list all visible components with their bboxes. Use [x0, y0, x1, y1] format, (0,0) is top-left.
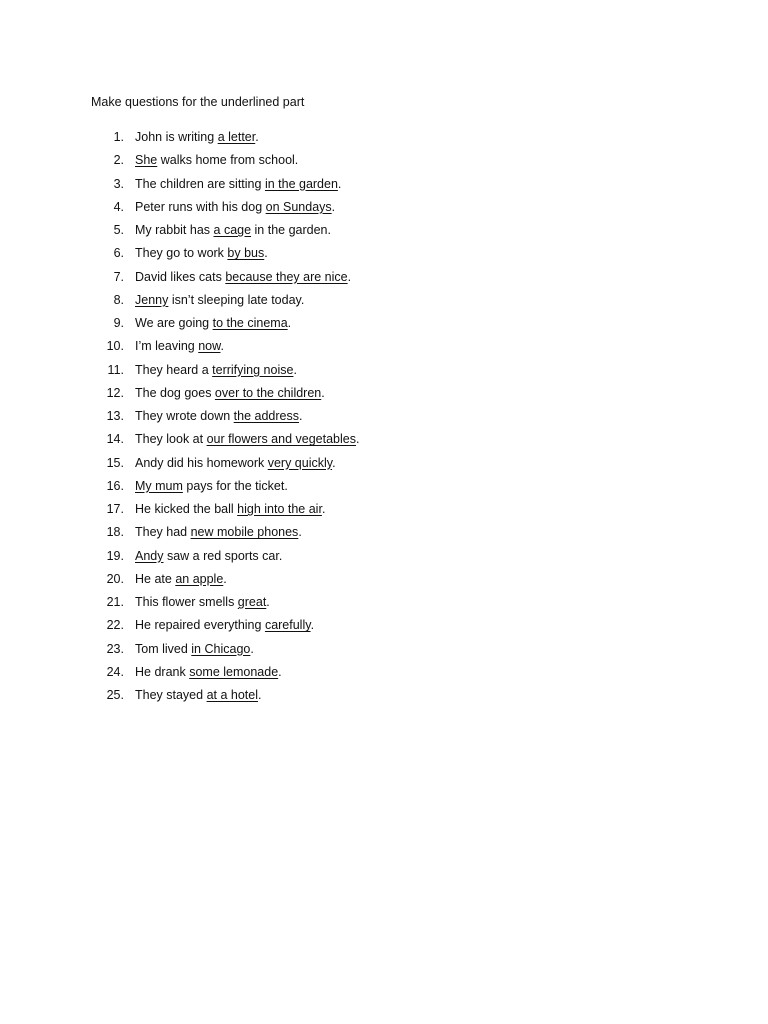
- underlined-part: now: [198, 339, 221, 354]
- sentence: [135, 129, 259, 145]
- sentence-text: Tom lived: [135, 641, 192, 656]
- underlined-part: by bus: [227, 246, 265, 261]
- sentence: [135, 362, 297, 378]
- item-number: 5.: [113, 223, 124, 237]
- sentence-text: .: [250, 641, 254, 656]
- sentence-text: in the garden.: [251, 223, 331, 237]
- sentence-text: The children are sitting: [135, 176, 265, 191]
- sentence: [135, 571, 227, 587]
- underlined-part: My mum: [135, 478, 183, 493]
- sentence-text: They heard a: [135, 362, 213, 377]
- item-number: 23.: [106, 641, 124, 656]
- item-number: 10.: [106, 339, 124, 354]
- sentence: [135, 152, 298, 168]
- underlined-part: She: [135, 153, 158, 168]
- item-number: 11.: [107, 362, 124, 377]
- sentence-text: saw a red sports car.: [163, 548, 283, 563]
- sentence: [135, 548, 282, 564]
- sentence-text: .: [332, 455, 336, 470]
- item-number: 6.: [113, 246, 124, 261]
- underlined-part: an apple: [175, 571, 224, 586]
- underlined-part: in the garden: [264, 176, 338, 191]
- underlined-part: our flowers and vegetables: [206, 432, 356, 447]
- sentence-text: .: [321, 385, 325, 400]
- sentence-text: .: [337, 176, 342, 191]
- item-number: 20.: [106, 571, 124, 586]
- sentence: [135, 455, 336, 471]
- sentence-text: They had: [135, 525, 191, 540]
- sentence: [135, 199, 335, 215]
- underlined-part: high into the air: [237, 502, 322, 516]
- underlined-part: to the cinema: [212, 316, 288, 330]
- underlined-part: Jenny: [135, 292, 169, 307]
- item-number: 16.: [106, 478, 124, 493]
- sentence-text: pays for the ticket.: [182, 478, 288, 493]
- sentence: [135, 245, 268, 261]
- item-number: 13.: [106, 409, 124, 423]
- underlined-part: new mobile phones: [190, 525, 299, 540]
- sentence: [135, 478, 288, 494]
- underlined-part: at a hotel: [206, 688, 259, 702]
- sentence: [135, 524, 302, 540]
- sentence: [135, 385, 325, 401]
- item-number: 19.: [106, 548, 124, 563]
- underlined-part: carefully: [264, 618, 311, 633]
- item-number: 18.: [106, 525, 124, 540]
- item-number: 1.: [113, 130, 124, 144]
- sentence-text: They wrote down: [135, 409, 234, 423]
- underlined-part: a letter: [217, 130, 256, 144]
- sentence-text: They go to work: [135, 246, 228, 261]
- sentence: [135, 315, 291, 331]
- sentence-text: .: [220, 339, 224, 354]
- item-number: 8.: [113, 292, 124, 307]
- underlined-part: in Chicago: [191, 641, 251, 656]
- sentence-text: .: [321, 502, 326, 516]
- sentence: [135, 408, 302, 424]
- underlined-part: some lemonade: [189, 664, 279, 679]
- item-number: 22.: [106, 618, 124, 633]
- sentence-text: Andy did his homework: [135, 455, 268, 470]
- underlined-part: very quickly: [267, 455, 333, 470]
- underlined-part: the address: [233, 409, 299, 423]
- sentence-text: I’m leaving: [135, 339, 199, 354]
- item-number: 3.: [113, 176, 124, 191]
- sentence-text: .: [310, 618, 315, 633]
- underlined-part: Andy: [135, 548, 164, 563]
- item-number: 17.: [106, 502, 124, 516]
- sentence-text: .: [255, 130, 259, 144]
- sentence-text: .: [258, 688, 262, 702]
- underlined-part: a cage: [213, 223, 252, 237]
- underlined-part: on Sundays: [265, 199, 332, 214]
- sentence: [135, 176, 341, 192]
- sentence: [135, 687, 262, 703]
- sentence: [135, 269, 351, 285]
- item-number: 15.: [106, 455, 124, 470]
- sentence-text: The dog goes: [135, 385, 215, 400]
- sentence: [135, 664, 282, 680]
- underlined-part: great: [237, 595, 267, 609]
- sentence-text: They stayed: [135, 688, 207, 702]
- sentence-text: .: [299, 409, 303, 423]
- sentence: [135, 617, 314, 633]
- sentence-text: My rabbit has: [135, 223, 214, 237]
- sentence-text: He kicked the ball: [135, 502, 238, 516]
- item-number: 24.: [106, 664, 124, 679]
- item-number: 9.: [113, 316, 124, 330]
- item-number: 4.: [113, 199, 124, 214]
- underlined-part: over to the children: [214, 385, 322, 400]
- page-heading: Make questions for the underlined part: [91, 95, 305, 109]
- sentence-text: .: [264, 246, 268, 261]
- sentence-text: .: [287, 316, 292, 330]
- sentence-text: .: [331, 199, 336, 214]
- sentence-text: .: [266, 595, 270, 609]
- item-number: 12.: [106, 385, 124, 400]
- sentence: [135, 501, 325, 517]
- sentence: [135, 292, 304, 308]
- sentence-text: .: [293, 362, 297, 377]
- sentence-text: He drank: [135, 664, 190, 679]
- item-number: 25.: [106, 688, 124, 702]
- sentence: [135, 641, 254, 657]
- sentence-text: isn’t sleeping late today.: [168, 292, 305, 307]
- sentence-text: .: [298, 525, 302, 540]
- sentence-text: .: [347, 269, 352, 284]
- sentence-text: He repaired everything: [135, 618, 265, 633]
- sentence-text: John is writing: [135, 130, 218, 144]
- sentence-text: He ate: [135, 571, 176, 586]
- underlined-part: because they are nice: [225, 269, 348, 284]
- sentence-text: .: [355, 432, 360, 447]
- item-number: 21.: [106, 595, 124, 609]
- item-number: 14.: [106, 432, 124, 447]
- sentence-text: David likes cats: [135, 269, 226, 284]
- sentence-text: This flower smells: [135, 595, 238, 609]
- sentence-text: Peter runs with his dog: [135, 199, 266, 214]
- sentence: [135, 431, 359, 447]
- sentence: [135, 594, 270, 610]
- underlined-part: terrifying noise: [212, 362, 294, 377]
- sentence-text: We are going: [135, 316, 213, 330]
- sentence: [135, 222, 331, 238]
- item-number: 2.: [113, 153, 124, 168]
- item-number: 7.: [113, 269, 124, 284]
- sentence-text: They look at: [135, 432, 207, 447]
- sentence-text: .: [278, 664, 282, 679]
- sentence-text: walks home from school.: [157, 153, 299, 168]
- sentence: [135, 338, 224, 354]
- sentence-text: .: [223, 571, 227, 586]
